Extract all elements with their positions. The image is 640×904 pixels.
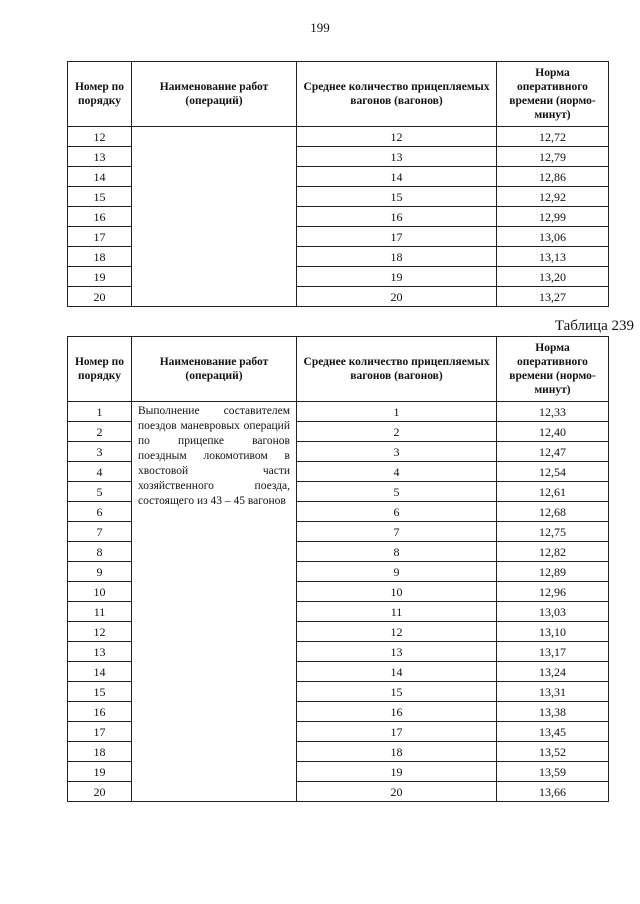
time-norm: 12,68 (497, 502, 609, 522)
time-norm: 13,45 (497, 722, 609, 742)
row-number: 11 (68, 602, 132, 622)
time-norm: 13,17 (497, 642, 609, 662)
time-norm: 12,92 (497, 187, 609, 207)
wagon-count: 20 (297, 782, 497, 802)
header-wagons: Среднее количество прицепляемых вагонов (вагонов) (297, 62, 497, 127)
row-number: 3 (68, 442, 132, 462)
row-number: 16 (68, 207, 132, 227)
wagon-count: 2 (297, 422, 497, 442)
row-number: 19 (68, 267, 132, 287)
time-norm: 12,33 (497, 402, 609, 422)
wagon-count: 20 (297, 287, 497, 307)
table-row (68, 127, 609, 147)
row-number: 14 (68, 662, 132, 682)
time-norm: 12,61 (497, 482, 609, 502)
time-norm: 12,89 (497, 562, 609, 582)
time-norm: 12,86 (497, 167, 609, 187)
time-norm: 13,66 (497, 782, 609, 802)
header-wagons: Среднее количество прицепляемых вагонов (вагонов) (297, 337, 497, 402)
time-norm: 13,52 (497, 742, 609, 762)
wagon-count: 15 (297, 682, 497, 702)
time-norm: 13,27 (497, 287, 609, 307)
wagon-count: 16 (297, 207, 497, 227)
wagon-count: 7 (297, 522, 497, 542)
time-norm: 13,38 (497, 702, 609, 722)
wagon-count: 3 (297, 442, 497, 462)
wagon-count: 5 (297, 482, 497, 502)
row-number: 14 (68, 167, 132, 187)
wagon-count: 6 (297, 502, 497, 522)
norms-table-continued (67, 61, 609, 307)
row-number: 15 (68, 187, 132, 207)
wagon-count: 15 (297, 187, 497, 207)
wagon-count: 4 (297, 462, 497, 482)
row-number: 17 (68, 722, 132, 742)
time-norm: 13,59 (497, 762, 609, 782)
row-number: 8 (68, 542, 132, 562)
header-operation: Наименование работ (операций) (132, 337, 297, 402)
row-number: 20 (68, 287, 132, 307)
wagon-count: 18 (297, 247, 497, 267)
time-norm: 13,13 (497, 247, 609, 267)
row-number: 4 (68, 462, 132, 482)
header-operation: Наименование работ (операций) (132, 62, 297, 127)
time-norm: 13,10 (497, 622, 609, 642)
row-number: 2 (68, 422, 132, 442)
wagon-count: 17 (297, 227, 497, 247)
wagon-count: 12 (297, 127, 497, 147)
row-number: 1 (68, 402, 132, 422)
wagon-count: 19 (297, 267, 497, 287)
time-norm: 12,54 (497, 462, 609, 482)
time-norm: 13,06 (497, 227, 609, 247)
wagon-count: 10 (297, 582, 497, 602)
row-number: 6 (68, 502, 132, 522)
wagon-count: 19 (297, 762, 497, 782)
time-norm: 13,03 (497, 602, 609, 622)
row-number: 10 (68, 582, 132, 602)
time-norm: 12,99 (497, 207, 609, 227)
time-norm: 12,47 (497, 442, 609, 462)
table-caption: Таблица 239 (554, 318, 634, 334)
time-norm: 13,24 (497, 662, 609, 682)
header-number: Номер по порядку (68, 62, 132, 127)
time-norm: 13,31 (497, 682, 609, 702)
wagon-count: 13 (297, 642, 497, 662)
wagon-count: 17 (297, 722, 497, 742)
wagon-count: 11 (297, 602, 497, 622)
row-number: 5 (68, 482, 132, 502)
wagon-count: 8 (297, 542, 497, 562)
header-norm: Норма оперативного времени (нормо-минут) (497, 62, 609, 127)
wagon-count: 12 (297, 622, 497, 642)
time-norm: 13,20 (497, 267, 609, 287)
row-number: 15 (68, 682, 132, 702)
time-norm: 12,40 (497, 422, 609, 442)
time-norm: 12,96 (497, 582, 609, 602)
time-norm: 12,72 (497, 127, 609, 147)
wagon-count: 13 (297, 147, 497, 167)
row-number: 13 (68, 642, 132, 662)
wagon-count: 18 (297, 742, 497, 762)
operation-description: Выполнение составителем поездов маневровых операций по прицепке вагонов поездным локомотивом в хвостовой части хозяйственного поезда, состоящего из 43 – 45 вагонов (132, 402, 297, 802)
wagon-count: 9 (297, 562, 497, 582)
table-header-row (68, 337, 609, 402)
operation-description (132, 127, 297, 307)
time-norm: 12,75 (497, 522, 609, 542)
row-number: 12 (68, 622, 132, 642)
wagon-count: 16 (297, 702, 497, 722)
row-number: 18 (68, 742, 132, 762)
norms-table-239 (67, 336, 609, 802)
table-body (68, 402, 609, 802)
row-number: 9 (68, 562, 132, 582)
row-number: 18 (68, 247, 132, 267)
table-header-row (68, 62, 609, 127)
page-number: 199 (310, 20, 330, 35)
header-number: Номер по порядку (68, 337, 132, 402)
table-row (68, 402, 609, 422)
wagon-count: 1 (297, 402, 497, 422)
row-number: 20 (68, 782, 132, 802)
row-number: 13 (68, 147, 132, 167)
wagon-count: 14 (297, 167, 497, 187)
time-norm: 12,79 (497, 147, 609, 167)
time-norm: 12,82 (497, 542, 609, 562)
row-number: 16 (68, 702, 132, 722)
row-number: 17 (68, 227, 132, 247)
row-number: 19 (68, 762, 132, 782)
header-norm: Норма оперативного времени (нормо-минут) (497, 337, 609, 402)
wagon-count: 14 (297, 662, 497, 682)
row-number: 12 (68, 127, 132, 147)
table-body (68, 127, 609, 307)
row-number: 7 (68, 522, 132, 542)
